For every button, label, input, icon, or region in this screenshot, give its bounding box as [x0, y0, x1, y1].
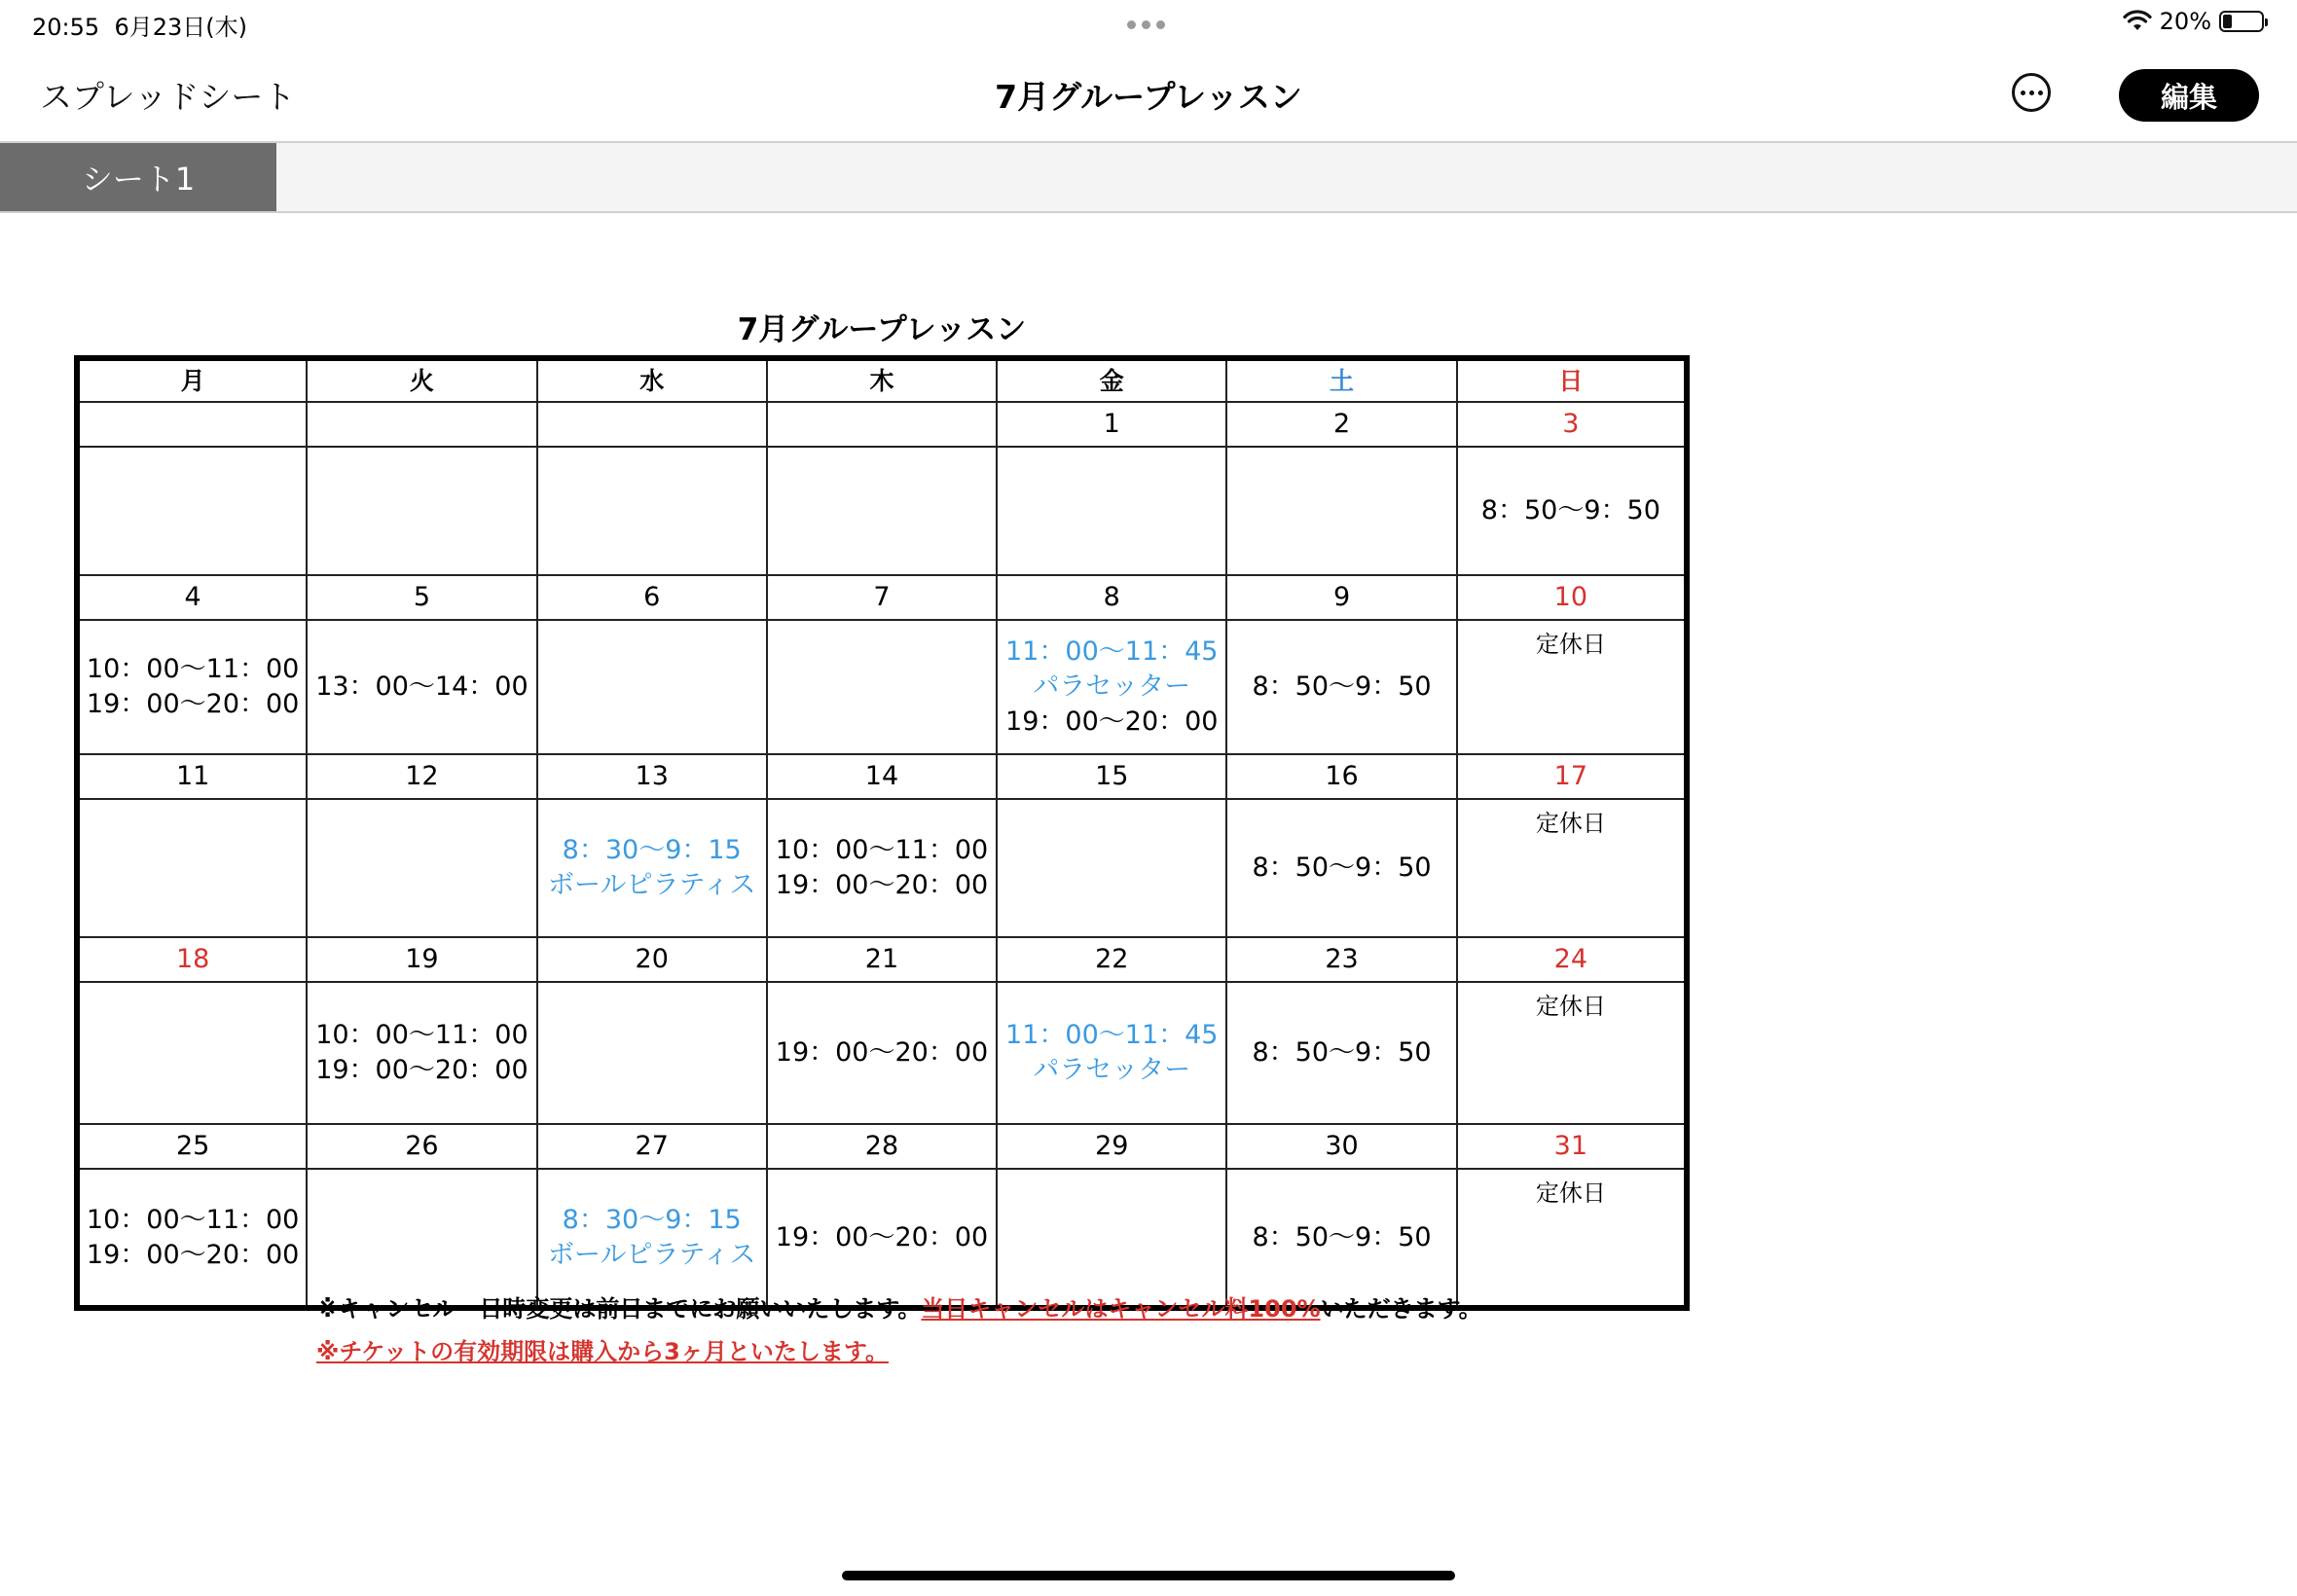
- date-cell[interactable]: 31: [1457, 1124, 1687, 1169]
- closed-day-label: 定休日: [1535, 1179, 1606, 1207]
- lesson-text: パラセッター: [1033, 671, 1191, 702]
- wifi-icon: [2123, 10, 2152, 33]
- date-cell[interactable]: 29: [997, 1124, 1226, 1169]
- ticket-expiry-note: ※チケットの有効期限は購入から3ヶ月といたします。: [316, 1338, 889, 1365]
- more-options-icon[interactable]: [2012, 73, 2051, 112]
- date-cell[interactable]: 13: [537, 754, 767, 799]
- schedule-cell[interactable]: [1457, 799, 1687, 937]
- weekday-wed: 水: [537, 358, 767, 402]
- lesson-text: 19：00〜20：00: [775, 870, 989, 900]
- battery-icon: [2219, 11, 2264, 32]
- schedule-cell[interactable]: [997, 799, 1226, 937]
- date-cell[interactable]: 15: [997, 754, 1226, 799]
- date-cell[interactable]: 26: [307, 1124, 536, 1169]
- date-cell[interactable]: 16: [1226, 754, 1456, 799]
- lesson-text: 8：50〜9：50: [1252, 1037, 1432, 1068]
- date-cell[interactable]: 11: [77, 754, 307, 799]
- date-cell[interactable]: 8: [997, 575, 1226, 620]
- schedule-cell[interactable]: [767, 447, 997, 575]
- schedule-cell[interactable]: [1457, 620, 1687, 754]
- date-cell[interactable]: [307, 402, 536, 447]
- closed-day-label: 定休日: [1535, 810, 1606, 837]
- date-cell[interactable]: 10: [1457, 575, 1687, 620]
- battery-percent: 20%: [2159, 8, 2211, 35]
- document-title: 7月グループレッスン: [995, 78, 1302, 116]
- schedule-cell[interactable]: [537, 620, 767, 754]
- note-highlight: 当日キャンセルはキャンセル料100%: [921, 1295, 1321, 1323]
- schedule-cell[interactable]: [1226, 799, 1456, 937]
- date-row: [77, 754, 1687, 799]
- schedule-cell[interactable]: [537, 1169, 767, 1308]
- schedule-row: [77, 1169, 1687, 1308]
- status-bar: [0, 0, 2297, 49]
- schedule-cell[interactable]: [307, 620, 536, 754]
- lesson-text: 19：00〜20：00: [775, 1221, 989, 1252]
- schedule-cell[interactable]: [77, 447, 307, 575]
- schedule-cell[interactable]: [77, 1169, 307, 1308]
- schedule-cell[interactable]: [1226, 982, 1456, 1124]
- schedule-cell[interactable]: [307, 982, 536, 1124]
- lesson-text: 10：00〜11：00: [86, 1204, 300, 1235]
- schedule-cell[interactable]: [537, 982, 767, 1124]
- schedule-cell[interactable]: [997, 620, 1226, 754]
- weekday-mon: 月: [77, 358, 307, 402]
- schedule-cell[interactable]: [1457, 982, 1687, 1124]
- lesson-text: 19：00〜20：00: [86, 1239, 300, 1270]
- home-indicator[interactable]: [842, 1571, 1455, 1580]
- date-cell[interactable]: 14: [767, 754, 997, 799]
- schedule-cell[interactable]: [767, 1169, 997, 1308]
- lesson-text: 10：00〜11：00: [86, 654, 300, 684]
- date-cell[interactable]: 1: [997, 402, 1226, 447]
- date-row: [77, 402, 1687, 447]
- date-cell[interactable]: 2: [1226, 402, 1456, 447]
- schedule-row: [77, 620, 1687, 754]
- date-cell[interactable]: 9: [1226, 575, 1456, 620]
- schedule-row: [77, 447, 1687, 575]
- date-cell[interactable]: 5: [307, 575, 536, 620]
- calendar-table: [74, 355, 1690, 1311]
- note-text: ※キャンセル・日時変更は前日までにお願いいたします。: [316, 1295, 922, 1323]
- status-time: [32, 8, 247, 42]
- date-cell[interactable]: [537, 402, 767, 447]
- date-row: [77, 575, 1687, 620]
- status-clock: 20:55: [32, 14, 100, 41]
- schedule-cell[interactable]: [537, 799, 767, 937]
- lesson-text: 19：00〜20：00: [86, 689, 300, 719]
- schedule-cell[interactable]: [307, 1169, 536, 1308]
- lesson-text: 8：50〜9：50: [1252, 1221, 1432, 1252]
- lesson-text: 19：00〜20：00: [775, 1037, 989, 1068]
- back-to-spreadsheets-button[interactable]: スプレッドシート: [40, 78, 296, 116]
- lesson-text: 10：00〜11：00: [775, 835, 989, 865]
- lesson-text: ボールピラティス: [548, 1239, 756, 1270]
- weekday-tue: 火: [307, 358, 536, 402]
- weekday-sun: 日: [1457, 358, 1687, 402]
- lesson-text: 10：00〜11：00: [315, 1020, 529, 1050]
- schedule-cell[interactable]: [1226, 1169, 1456, 1308]
- date-row: [77, 937, 1687, 982]
- schedule-cell[interactable]: [77, 620, 307, 754]
- date-cell[interactable]: 3: [1457, 402, 1687, 447]
- date-cell[interactable]: 25: [77, 1124, 307, 1169]
- sheet-title: 7月グループレッスン: [737, 312, 1027, 347]
- lesson-text: 13：00〜14：00: [315, 671, 529, 702]
- status-date: 6月23日(木): [114, 14, 247, 41]
- date-cell[interactable]: 6: [537, 575, 767, 620]
- date-cell[interactable]: 28: [767, 1124, 997, 1169]
- tab-sheet1[interactable]: シート1: [0, 143, 276, 211]
- sheet-tab-bar: [0, 143, 2297, 213]
- schedule-cell[interactable]: [307, 799, 536, 937]
- date-cell[interactable]: 20: [537, 937, 767, 982]
- lesson-text: 8：30〜9：15: [562, 1204, 742, 1235]
- lesson-text: パラセッター: [1033, 1055, 1191, 1085]
- schedule-cell[interactable]: [1226, 447, 1456, 575]
- date-cell[interactable]: 18: [77, 937, 307, 982]
- weekday-fri: 金: [997, 358, 1226, 402]
- lesson-text: 8：50〜9：50: [1252, 671, 1432, 702]
- schedule-cell[interactable]: [997, 1169, 1226, 1308]
- date-cell[interactable]: 27: [537, 1124, 767, 1169]
- date-cell[interactable]: [767, 402, 997, 447]
- lesson-text: 8：30〜9：15: [562, 835, 742, 865]
- date-cell[interactable]: 21: [767, 937, 997, 982]
- date-cell[interactable]: [77, 402, 307, 447]
- navigation-bar: [0, 49, 2297, 143]
- schedule-cell[interactable]: [767, 799, 997, 937]
- date-cell[interactable]: 17: [1457, 754, 1687, 799]
- schedule-cell[interactable]: [77, 799, 307, 937]
- closed-day-label: 定休日: [1535, 993, 1606, 1020]
- schedule-cell[interactable]: [767, 982, 997, 1124]
- lesson-text: 11：00〜11：45: [1005, 636, 1219, 667]
- schedule-cell[interactable]: [307, 447, 536, 575]
- date-row: [77, 1124, 1687, 1169]
- schedule-row: [77, 982, 1687, 1124]
- date-cell[interactable]: 12: [307, 754, 536, 799]
- date-cell[interactable]: 23: [1226, 937, 1456, 982]
- lesson-text: ボールピラティス: [548, 870, 756, 900]
- schedule-cell[interactable]: [1457, 1169, 1687, 1308]
- schedule-cell[interactable]: [1457, 447, 1687, 575]
- schedule-cell[interactable]: [767, 620, 997, 754]
- closed-day-label: 定休日: [1535, 631, 1606, 658]
- lesson-text: 11：00〜11：45: [1005, 1020, 1219, 1050]
- weekday-header-row: [77, 358, 1687, 402]
- multitasking-dots-icon[interactable]: [1127, 20, 1170, 30]
- lesson-text: 8：50〜9：50: [1480, 495, 1660, 526]
- date-cell[interactable]: 22: [997, 937, 1226, 982]
- date-cell[interactable]: 7: [767, 575, 997, 620]
- status-right: [2123, 8, 2264, 35]
- date-cell[interactable]: 30: [1226, 1124, 1456, 1169]
- edit-button[interactable]: 編集: [2119, 69, 2259, 122]
- date-cell[interactable]: 4: [77, 575, 307, 620]
- note-text-suffix: いただきます。: [1320, 1295, 1482, 1323]
- schedule-row: [77, 799, 1687, 937]
- date-cell[interactable]: 19: [307, 937, 536, 982]
- lesson-text: 19：00〜20：00: [315, 1055, 529, 1085]
- schedule-cell[interactable]: [997, 447, 1226, 575]
- schedule-cell[interactable]: [1226, 620, 1456, 754]
- cancel-policy-note: [316, 1289, 1482, 1324]
- schedule-cell[interactable]: [77, 982, 307, 1124]
- date-cell[interactable]: 24: [1457, 937, 1687, 982]
- lesson-text: 8：50〜9：50: [1252, 852, 1432, 883]
- schedule-cell[interactable]: [997, 982, 1226, 1124]
- calendar-body: [77, 402, 1687, 1308]
- schedule-cell[interactable]: [537, 447, 767, 575]
- weekday-thu: 木: [767, 358, 997, 402]
- lesson-text: 19：00〜20：00: [1005, 707, 1219, 737]
- weekday-sat: 土: [1226, 358, 1456, 402]
